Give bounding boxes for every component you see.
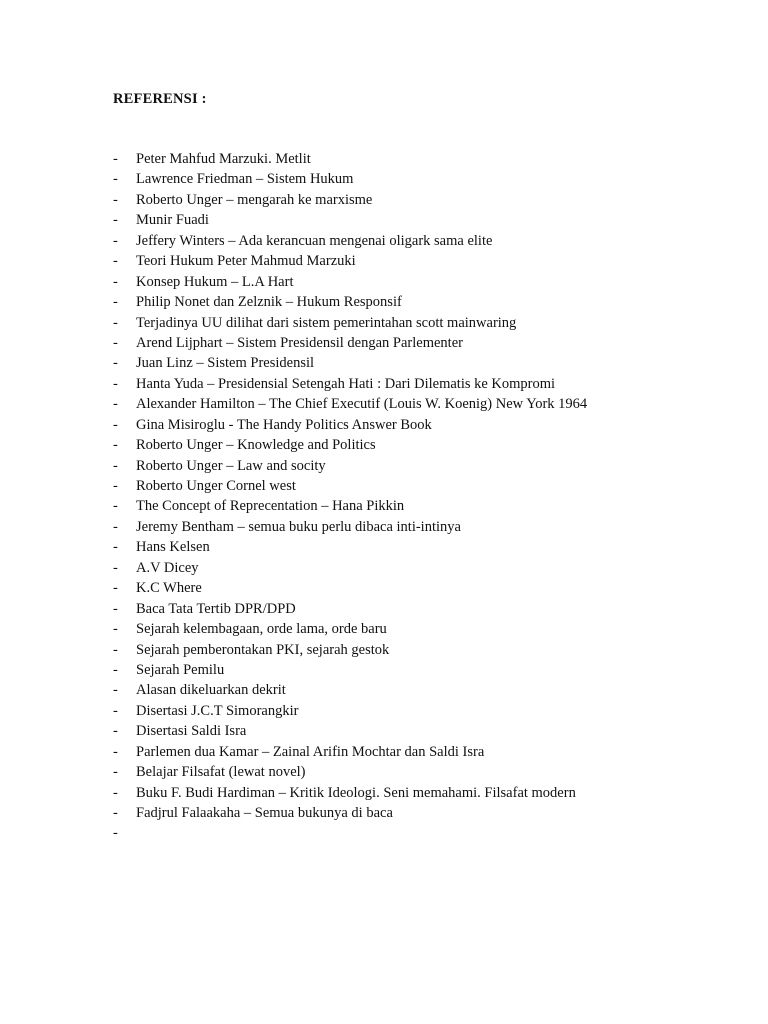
reference-text: Alexander Hamilton – The Chief Executif (Louis W. Koenig) New York 1964 xyxy=(136,396,588,413)
list-bullet-dash: - xyxy=(113,151,118,167)
reference-item xyxy=(113,415,587,435)
reference-text: Roberto Unger Cornel west xyxy=(136,478,296,494)
list-bullet-dash: - xyxy=(113,518,118,535)
reference-text: Roberto Unger – Knowledge and Politics xyxy=(136,437,376,454)
reference-item xyxy=(113,742,587,762)
reference-text: Munir Fuadi xyxy=(136,212,209,229)
list-bullet-dash: - xyxy=(113,621,118,638)
list-bullet-dash: - xyxy=(113,539,118,556)
reference-text: Sejarah kelembagaan, orde lama, orde baru xyxy=(136,621,387,638)
list-bullet-dash: - xyxy=(113,580,118,597)
reference-text: Jeremy Bentham – semua buku perlu dibaca inti-intinya xyxy=(136,518,461,535)
reference-item xyxy=(113,762,587,782)
reference-text: Lawrence Friedman – Sistem Hukum xyxy=(136,171,354,188)
reference-item xyxy=(113,149,587,169)
reference-list xyxy=(113,149,587,844)
reference-item xyxy=(113,333,587,353)
reference-text: A.V Dicey xyxy=(136,559,199,576)
list-bullet-dash: - xyxy=(113,212,118,229)
list-bullet-dash: - xyxy=(113,641,118,658)
reference-text: Hanta Yuda – Presidensial Setengah Hati : Dari Dilematis ke Kompromi xyxy=(136,375,556,392)
reference-item xyxy=(113,537,587,557)
list-bullet-dash: - xyxy=(113,191,118,208)
reference-item xyxy=(113,558,587,578)
list-bullet-dash: - xyxy=(113,723,118,740)
reference-text: Konsep Hukum – L.A Hart xyxy=(136,273,294,290)
reference-item xyxy=(113,272,587,292)
reference-item xyxy=(113,374,587,394)
reference-text: Juan Linz – Sistem Presidensil xyxy=(136,355,315,372)
reference-text: Disertasi Saldi Isra xyxy=(136,723,247,740)
list-bullet-dash: - xyxy=(113,498,118,515)
reference-text: Peter Mahfud Marzuki. Metlit xyxy=(136,151,311,167)
list-bullet-dash: - xyxy=(113,355,118,372)
reference-item xyxy=(113,823,587,843)
list-bullet-dash: - xyxy=(113,437,118,454)
list-bullet-dash: - xyxy=(113,334,118,351)
list-bullet-dash: - xyxy=(113,825,118,842)
reference-item xyxy=(113,353,587,373)
reference-item xyxy=(113,640,587,660)
list-bullet-dash: - xyxy=(113,314,118,331)
list-bullet-dash: - xyxy=(113,232,118,249)
list-bullet-dash: - xyxy=(113,171,118,188)
reference-item xyxy=(113,231,587,251)
list-bullet-dash: - xyxy=(113,682,118,699)
reference-text: Roberto Unger – mengarah ke marxisme xyxy=(136,191,373,208)
list-bullet-dash: - xyxy=(113,743,118,760)
reference-text: Philip Nonet dan Zelznik – Hukum Responsif xyxy=(136,294,402,311)
reference-item xyxy=(113,394,587,414)
reference-text: Sejarah pemberontakan PKI, sejarah gestok xyxy=(136,641,390,658)
reference-text: Sejarah Pemilu xyxy=(136,661,225,678)
list-bullet-dash: - xyxy=(113,702,118,719)
reference-item xyxy=(113,190,587,210)
list-bullet-dash: - xyxy=(113,559,118,576)
reference-item xyxy=(113,701,587,721)
reference-item xyxy=(113,578,587,598)
list-bullet-dash: - xyxy=(113,273,118,290)
reference-text: Baca Tata Tertib DPR/DPD xyxy=(136,600,296,617)
list-bullet-dash: - xyxy=(113,294,118,311)
list-bullet-dash: - xyxy=(113,253,118,270)
reference-item xyxy=(113,313,587,333)
reference-text: Buku F. Budi Hardiman – Kritik Ideologi. Seni memahami. Filsafat modern xyxy=(136,784,576,801)
list-bullet-dash: - xyxy=(113,600,118,617)
list-bullet-dash: - xyxy=(113,784,118,801)
reference-item xyxy=(113,292,587,312)
reference-text: Fadjrul Falaakaha – Semua bukunya di baca xyxy=(136,805,393,821)
reference-text: Arend Lijphart – Sistem Presidensil dengan Parlementer xyxy=(136,334,463,351)
reference-item xyxy=(113,803,587,823)
reference-text: Jeffery Winters – Ada kerancuan mengenai oligark sama elite xyxy=(136,232,493,249)
reference-item xyxy=(113,496,587,516)
reference-item xyxy=(113,210,587,230)
reference-text: K.C Where xyxy=(136,580,202,597)
reference-text: Hans Kelsen xyxy=(136,539,210,556)
reference-item xyxy=(113,251,587,271)
list-bullet-dash: - xyxy=(113,764,118,781)
reference-item xyxy=(113,169,587,189)
reference-text: Terjadinya UU dilihat dari sistem pemerintahan scott mainwaring xyxy=(136,314,517,331)
list-bullet-dash: - xyxy=(113,416,118,433)
reference-item xyxy=(113,680,587,700)
reference-text: Teori Hukum Peter Mahmud Marzuki xyxy=(136,253,356,270)
reference-text: Disertasi J.C.T Simorangkir xyxy=(136,702,299,719)
reference-item xyxy=(113,783,587,803)
reference-item xyxy=(113,435,587,455)
document-heading: REFERENSI : xyxy=(113,91,207,107)
reference-text: Alasan dikeluarkan dekrit xyxy=(136,682,286,699)
reference-text: Roberto Unger – Law and socity xyxy=(136,457,326,474)
list-bullet-dash: - xyxy=(113,375,118,392)
reference-item xyxy=(113,476,587,496)
list-bullet-dash: - xyxy=(113,396,118,413)
list-bullet-dash: - xyxy=(113,661,118,678)
list-bullet-dash: - xyxy=(113,805,118,821)
list-bullet-dash: - xyxy=(113,457,118,474)
reference-text: Gina Misiroglu - The Handy Politics Answer Book xyxy=(136,416,432,433)
reference-item xyxy=(113,456,587,476)
reference-item xyxy=(113,660,587,680)
reference-text: The Concept of Reprecentation – Hana Pikkin xyxy=(136,498,405,515)
list-bullet-dash: - xyxy=(113,478,118,494)
reference-item xyxy=(113,619,587,639)
reference-text: Parlemen dua Kamar – Zainal Arifin Mochtar dan Saldi Isra xyxy=(136,743,485,760)
reference-text: Belajar Filsafat (lewat novel) xyxy=(136,764,306,781)
reference-item xyxy=(113,517,587,537)
reference-item xyxy=(113,599,587,619)
reference-item xyxy=(113,721,587,741)
